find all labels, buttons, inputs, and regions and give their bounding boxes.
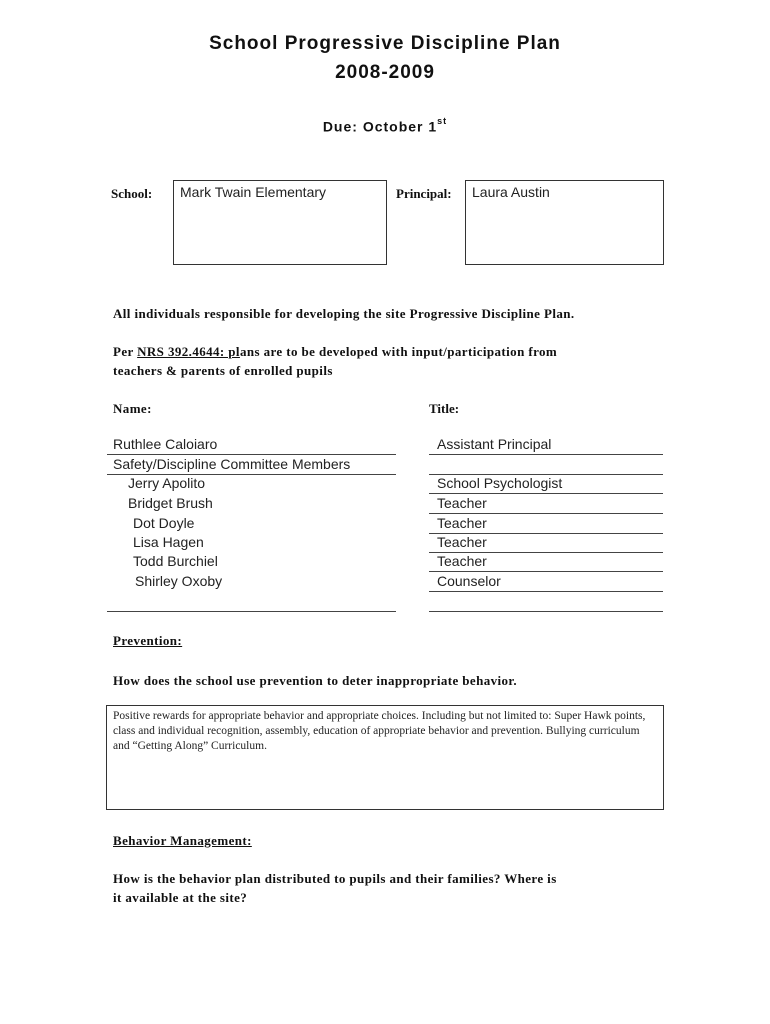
- name-row[interactable]: Lisa Hagen: [133, 534, 204, 550]
- name-row[interactable]: Shirley Oxoby: [135, 573, 223, 589]
- prevention-heading: Prevention:: [113, 633, 183, 648]
- name-row[interactable]: [107, 593, 396, 612]
- nrs-reference: NRS 392.4644: pl: [137, 344, 240, 359]
- school-label: School:: [111, 186, 153, 201]
- name-row[interactable]: Todd Burchiel: [133, 553, 218, 569]
- name-row[interactable]: Bridget Brush: [128, 495, 213, 511]
- name-row[interactable]: Ruthlee Caloiaro: [107, 436, 396, 455]
- school-year: 2008-2009: [335, 62, 435, 83]
- title-column-header: Title:: [429, 401, 460, 416]
- title-row[interactable]: [429, 456, 663, 475]
- principal-field[interactable]: Laura Austin: [465, 180, 664, 265]
- name-column-header: Name:: [113, 401, 152, 416]
- principal-label: Principal:: [396, 186, 452, 201]
- nrs-statement-line2: teachers & parents of enrolled pupils: [113, 363, 333, 378]
- behavior-question: How is the behavior plan distributed to pupils and their families? Where is: [113, 871, 557, 886]
- document-title: School Progressive Discipline Plan: [209, 33, 561, 54]
- responsible-statement: All individuals responsible for developing the site Progressive Discipline Plan.: [113, 306, 575, 321]
- nrs-statement: [113, 344, 557, 360]
- due-date-text: Due: October 1: [322, 118, 438, 135]
- name-row[interactable]: Safety/Discipline Committee Members: [107, 456, 396, 475]
- title-row[interactable]: Counselor: [429, 573, 663, 592]
- prevention-question: How does the school use prevention to deter inappropriate behavior.: [113, 673, 518, 688]
- prevention-answer-field[interactable]: Positive rewards for appropriate behavior and appropriate choices. Including but not limited to: Super Hawk points, class and individual recognition, assembly, education of appropriate behavior and prevention. Bullying curriculum and “Getting Along” Curriculum.: [106, 705, 664, 810]
- due-date-suffix: st: [437, 116, 448, 126]
- name-row[interactable]: Jerry Apolito: [128, 475, 206, 491]
- name-row[interactable]: Dot Doyle: [133, 515, 195, 531]
- title-row[interactable]: Teacher: [429, 495, 663, 514]
- title-row[interactable]: Teacher: [429, 515, 663, 534]
- title-row[interactable]: School Psychologist: [429, 475, 663, 494]
- behavior-heading: Behavior Management:: [113, 833, 252, 848]
- title-row[interactable]: Teacher: [429, 553, 663, 572]
- due-date: [0, 118, 770, 135]
- title-row[interactable]: Teacher: [429, 534, 663, 553]
- title-row[interactable]: [429, 593, 663, 612]
- nrs-prefix: Per: [113, 344, 138, 359]
- nrs-rest: ans are to be developed with input/participation from: [239, 344, 558, 359]
- behavior-question-line2: it available at the site?: [113, 890, 248, 905]
- title-row[interactable]: Assistant Principal: [429, 436, 663, 455]
- school-field[interactable]: Mark Twain Elementary: [173, 180, 387, 265]
